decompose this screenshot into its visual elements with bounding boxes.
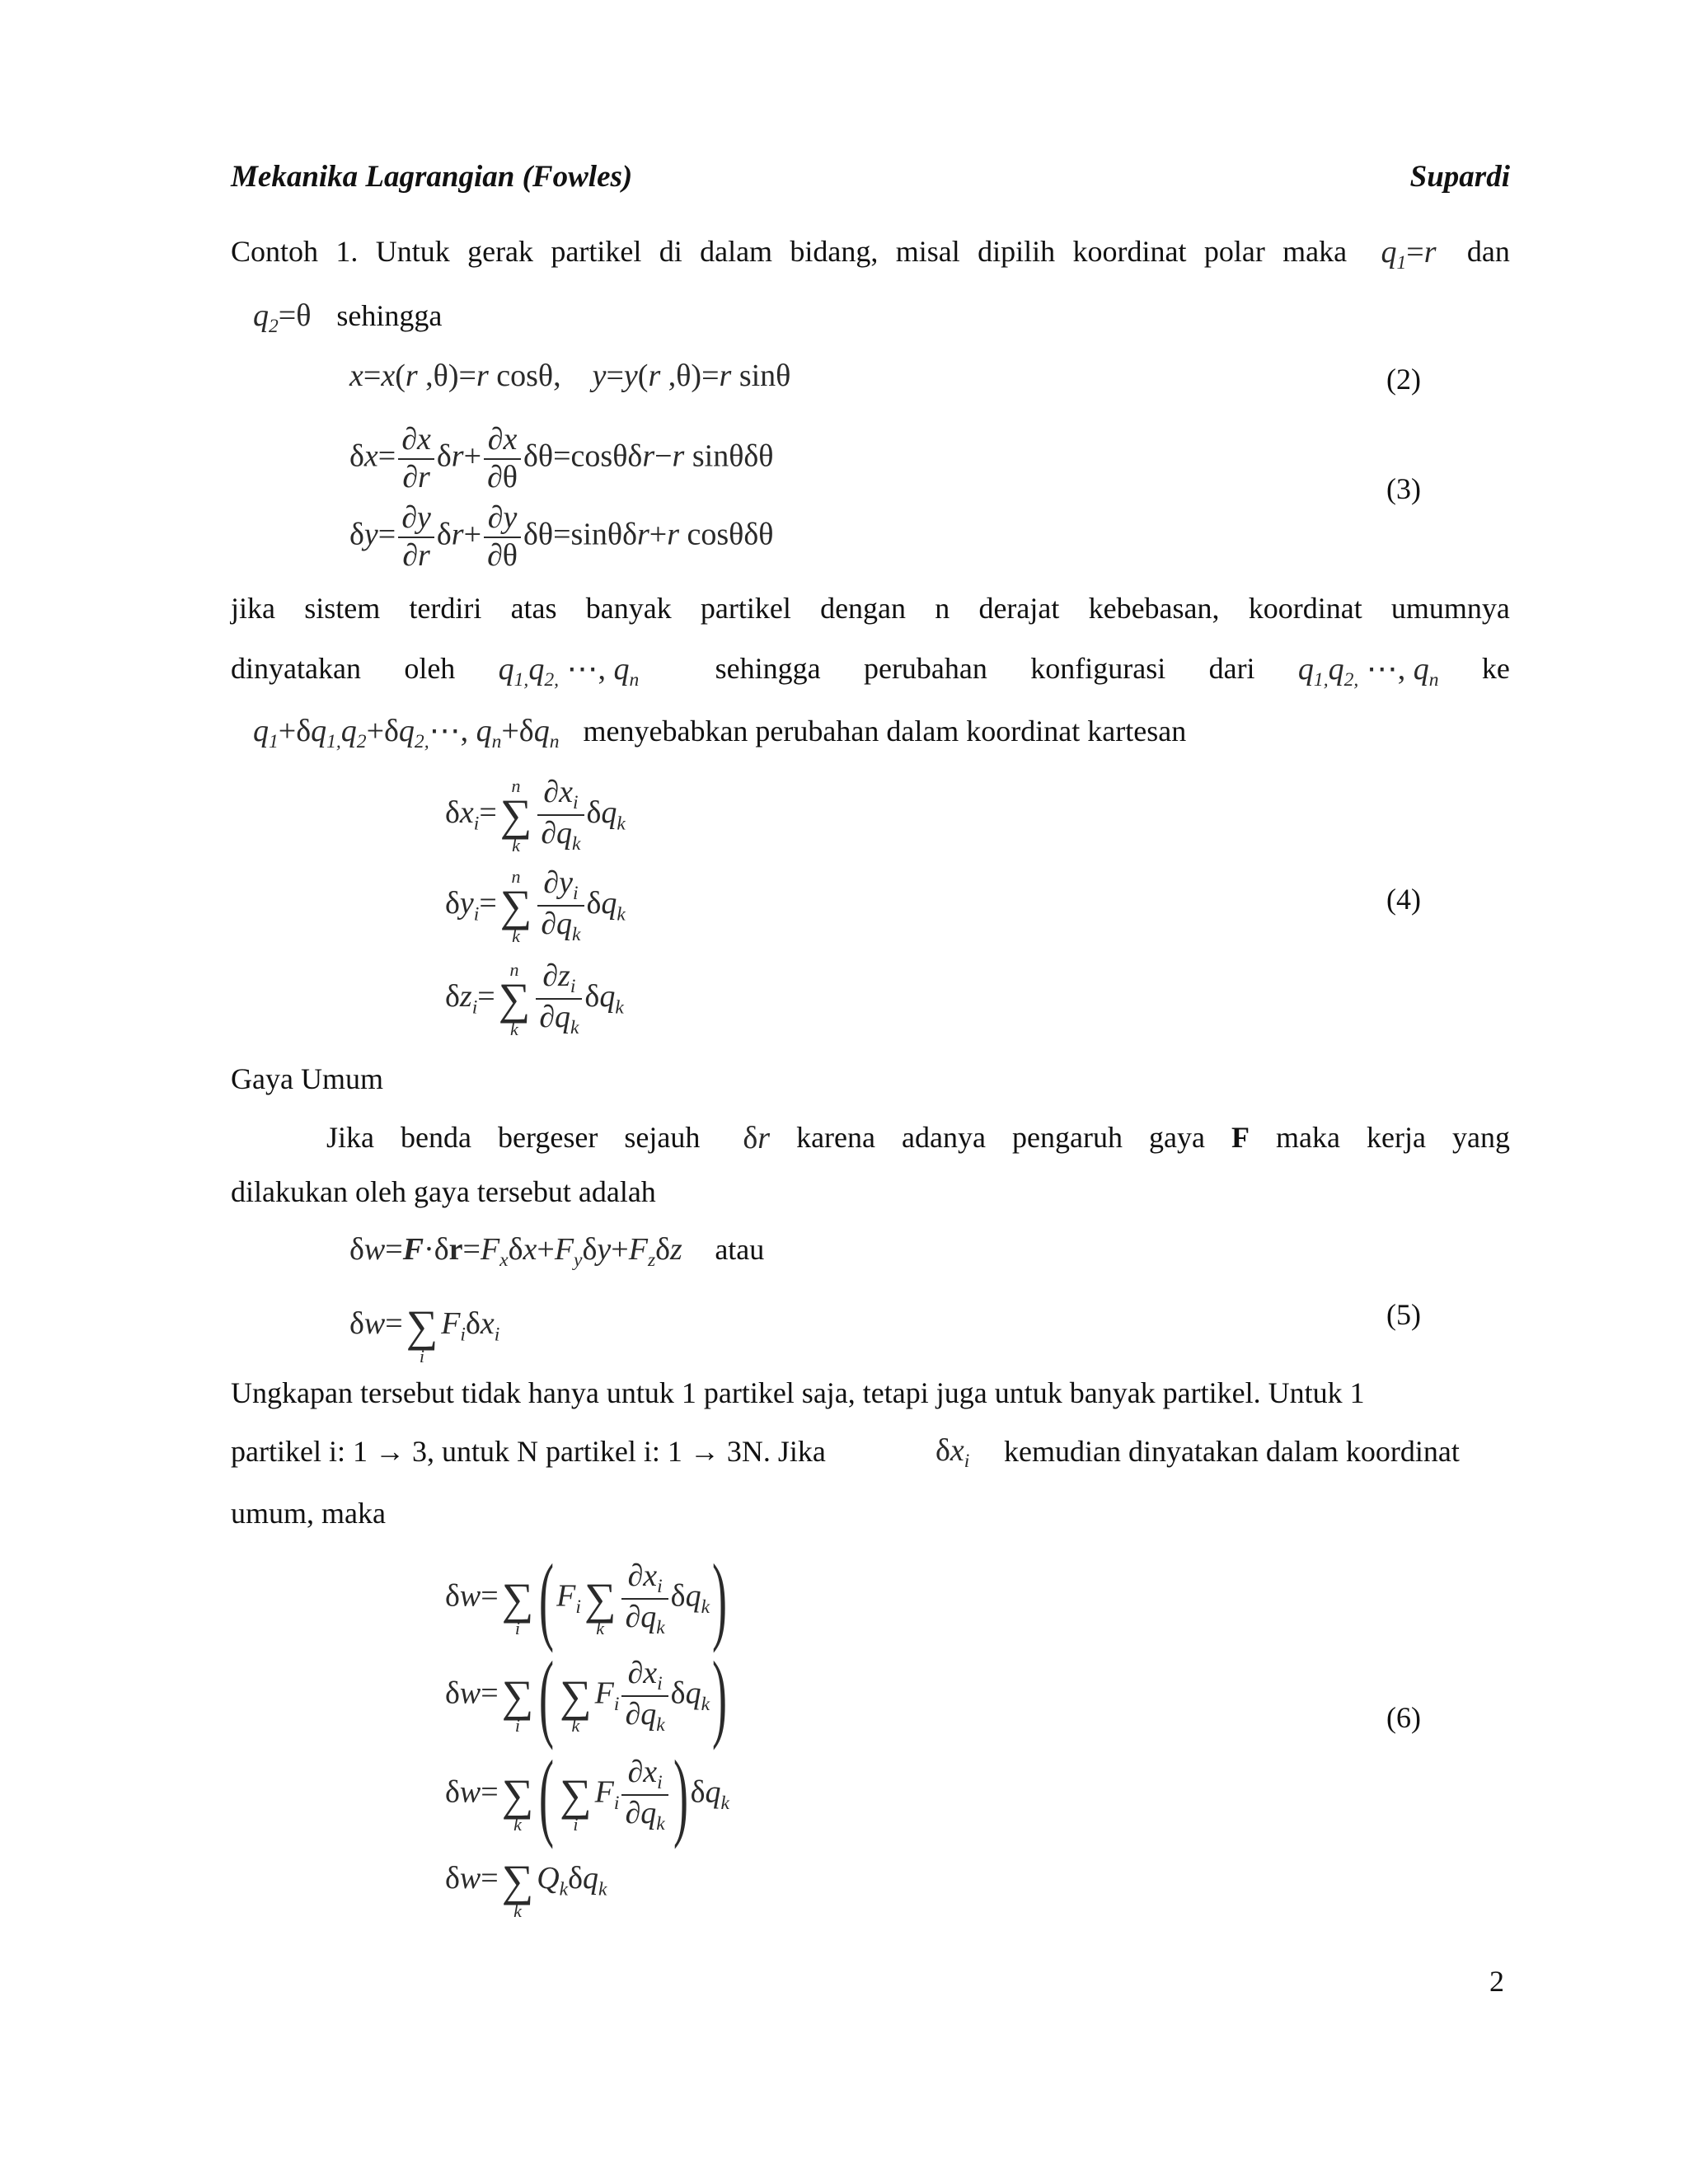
paragraph-example-1-line-2: $q_2=\theta$ sehingga — [253, 298, 443, 338]
paragraph-2-line-1: jika sistem terdiri atas banyak partikel dengan n derajat kebebasan, koordinat umumnya — [231, 592, 1510, 625]
paragraph-4-line-3: umum, maka — [231, 1497, 386, 1530]
equation-4a: $\delta x_i=$ n ∑ k $\frac{\partial x_i}{\partial q_k}$ $\delta q_k$ — [445, 775, 626, 855]
running-header-title: Mekanika Lagrangian (Fowles) — [231, 160, 633, 194]
equation-number-3: (3) — [1386, 472, 1421, 505]
paragraph-4-line-2b: kemudian dinyatakan dalam koordinat — [1004, 1435, 1460, 1468]
page-number: 2 — [1489, 1965, 1504, 1998]
equation-6b: δw= ∑ i ( ∑ k $F_i$ $\frac{\partial x_i}{\partial q_k}$ $\delta q_k$) — [445, 1641, 728, 1750]
equation-3a: δx= $\frac{\partial x}{\partial r}$ δr+ $\frac{\partial x}{\partial\theta}$ δθ=cosθδr−r sinθδθ — [349, 422, 774, 494]
equation-number-2: (2) — [1386, 363, 1421, 396]
paragraph-4-line-2a: partikel i: 1 → 3, untuk N partikel i: 1 → 3N. Jika — [231, 1435, 826, 1468]
equation-number-6: (6) — [1386, 1701, 1421, 1734]
section-title-gaya-umum: Gaya Umum — [231, 1062, 383, 1095]
equation-4c: $\delta z_i=$ n ∑ k $\frac{\partial z_i}{\partial q_k}$ $\delta q_k$ — [445, 958, 624, 1039]
equation-number-5: (5) — [1386, 1298, 1421, 1331]
equation-6a: δw= ∑ i ($F_i$ ∑ k $\frac{\partial x_i}{\partial q_k}$ $\delta q_k$) — [445, 1544, 728, 1653]
paragraph-2-line-2: dinyatakan oleh $q_{1,}q_{2,}$ ⋯, $q_n$ sehingga perubahan konfigurasi dari $q_{1,}q_{2,}$ ⋯, $q_n$ ke — [231, 652, 1510, 691]
equation-5b: δw= ∑ i $F_i\delta x_i$ — [349, 1301, 500, 1366]
equation-inline-q1: $q_1=r$ — [1381, 235, 1437, 274]
equation-inline-dxi: $\delta x_i$ — [935, 1433, 970, 1473]
paragraph-2-line-3: $q_1+\delta q_{1,}q_2+\delta q_{2,}\cdots$, $q_n+\delta q_n$ menyebabkan perubahan dalam koordinat kartesan — [253, 714, 1187, 753]
equation-3b: δy= $\frac{\partial y}{\partial r}$ δr+ $\frac{\partial y}{\partial\theta}$ δθ=sinθδr+r cosθδθ — [349, 500, 774, 573]
paragraph-3-line-1: Jika benda bergeser sejauh δr karena adanya pengaruh gaya F maka kerja yang — [326, 1121, 1510, 1155]
equation-5a: $\delta w=F\cdot\delta r=F_x\delta x+F_y\delta y+F_z\delta z$ atau — [349, 1232, 765, 1272]
equation-6c: δw= ∑ k ( ∑ i $F_i$ $\frac{\partial x_i}{\partial q_k}$ )$\delta q_k$ — [445, 1740, 729, 1849]
running-header-author: Supardi — [1409, 160, 1510, 194]
paragraph-4-line-1: Ungkapan tersebut tidak hanya untuk 1 partikel saja, tetapi juga untuk banyak partikel. Untuk 1 — [231, 1376, 1365, 1409]
equation-4b: $\delta y_i=$ n ∑ k $\frac{\partial y_i}{\partial q_k}$ $\delta q_k$ — [445, 865, 626, 946]
equation-number-4: (4) — [1386, 883, 1421, 916]
paragraph-3-line-2: dilakukan oleh gaya tersebut adalah — [231, 1175, 656, 1208]
equation-6d: δw= ∑ k $Q_k\delta q_k$ — [445, 1856, 607, 1921]
paragraph-example-1-line-1: Contoh 1. Untuk gerak partikel di dalam bidang, misal dipilih koordinat polar maka $q_1=r$ dan — [231, 235, 1510, 274]
equation-2: x=x(r ,θ)=r cosθ, y=y(r ,θ)=r sinθ — [349, 359, 791, 393]
